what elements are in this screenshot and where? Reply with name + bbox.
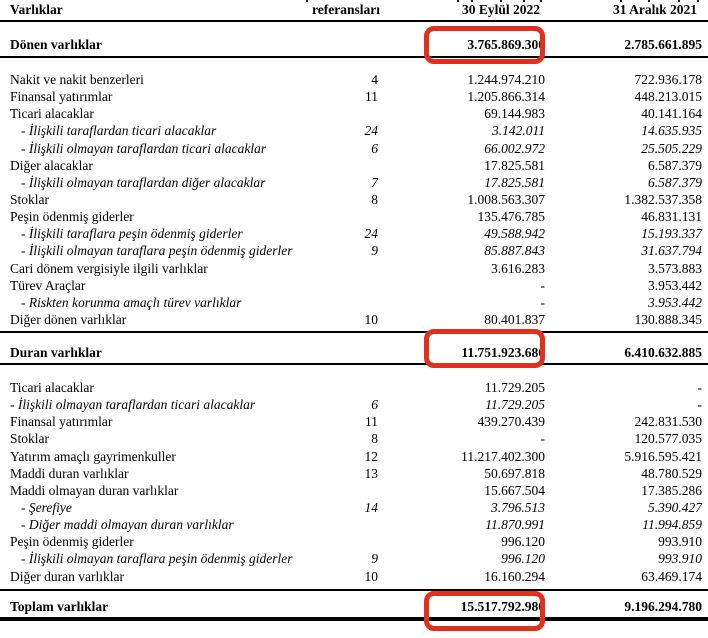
- row-value-2021: 242.831.530: [634, 414, 702, 430]
- table-row: [0, 533, 708, 550]
- row-label: - Riskten korunma amaçlı türev varlıklar: [21, 294, 242, 310]
- row-value-2022: 439.270.439: [477, 414, 545, 430]
- row-reference: 14: [364, 499, 378, 515]
- row-reference: 9: [371, 243, 378, 259]
- total-assets-row: [0, 599, 708, 615]
- row-reference: 12: [364, 448, 378, 464]
- row-reference: [312, 294, 378, 311]
- row-value-2021: 5.916.595.421: [624, 448, 702, 464]
- row-value-2022: 11.729.205: [484, 380, 545, 395]
- total-value-2021: 9.196.294.780: [624, 599, 702, 614]
- row-value-2022: 996.120: [501, 534, 545, 550]
- row-value-2021: 3.573.883: [648, 260, 702, 276]
- table-header-row: [0, 2, 708, 18]
- row-value-2022: 11.729.205: [485, 397, 545, 413]
- row-reference: [312, 260, 378, 277]
- row-value-2022: 49.588.942: [484, 226, 545, 242]
- column-header-assets: Varlıklar: [10, 2, 63, 17]
- row-reference: 24: [364, 226, 378, 242]
- column-header-date-2022: 30 Eylül 2022: [461, 2, 540, 17]
- row-value-2022: 50.697.818: [484, 465, 545, 481]
- row-value-2022: 1.244.974.210: [467, 72, 545, 87]
- row-value-2022: 80.401.837: [484, 311, 545, 327]
- row-label: Finansal yatırımlar: [10, 414, 113, 430]
- table-row: [0, 260, 708, 277]
- table-row: [0, 208, 708, 225]
- row-value-2021: 46.831.131: [641, 209, 702, 225]
- row-value-2022: -: [540, 277, 545, 293]
- row-value-2021: 448.213.015: [634, 89, 702, 105]
- row-label: Diğer alacaklar: [10, 157, 93, 173]
- table-row: [0, 242, 708, 259]
- row-label: Maddi duran varlıklar: [10, 465, 129, 481]
- bottom-rule-thick: [0, 617, 708, 621]
- row-value-2022: 11.217.402.300: [461, 448, 545, 464]
- header-divider-line: [0, 20, 708, 22]
- row-label: - İlişkili olmayan taraflardan diğer alacaklar: [21, 174, 266, 190]
- row-reference: [312, 157, 378, 174]
- row-value-2021: 1.382.537.358: [624, 191, 702, 207]
- table-row: [0, 516, 708, 533]
- row-reference: 10: [364, 311, 378, 327]
- row-reference: 11: [365, 414, 378, 430]
- section-divider-line: [0, 331, 708, 333]
- table-row: [0, 174, 708, 191]
- row-value-2021: 17.385.286: [641, 482, 702, 498]
- row-label: Stoklar: [10, 191, 49, 207]
- row-label: - Diğer maddi olmayan duran varlıklar: [21, 517, 234, 533]
- row-reference: [312, 277, 378, 294]
- row-value-2022: 135.476.785: [477, 209, 545, 225]
- row-label: - Şerefiye: [21, 499, 72, 515]
- row-reference: 8: [371, 431, 378, 447]
- row-reference: 13: [364, 465, 378, 481]
- row-reference: 9: [371, 551, 378, 567]
- total-divider-line: [0, 589, 708, 591]
- row-reference: 7: [371, 174, 378, 190]
- row-reference: 6: [371, 140, 378, 156]
- table-row: [0, 448, 708, 465]
- row-value-2022: 11.870.991: [485, 517, 545, 533]
- row-reference: 24: [364, 123, 378, 139]
- row-value-2021: 48.780.529: [641, 465, 702, 481]
- row-reference: [312, 482, 378, 499]
- noncurrent-assets-rows: [0, 379, 708, 585]
- row-value-2022: 3.616.283: [491, 260, 545, 276]
- row-value-2021: 993.910: [658, 534, 702, 550]
- row-value-2021: 722.936.178: [634, 72, 702, 87]
- row-value-2021: 6.587.379: [648, 174, 702, 190]
- row-value-2022: 85.887.843: [484, 243, 545, 259]
- row-value-2021: 63.469.174: [641, 568, 702, 584]
- table-row: [0, 157, 708, 174]
- table-row: [0, 499, 708, 516]
- row-reference: [312, 379, 378, 396]
- row-value-2022: 15.667.504: [484, 482, 545, 498]
- row-label: Yatırım amaçlı gayrimenkuller: [10, 448, 176, 464]
- row-label: - İlişkili olmayan taraflardan ticari alacaklar: [21, 140, 267, 156]
- row-label: - İlişkili olmayan taraflara peşin ödenmiş giderler: [21, 243, 293, 259]
- row-value-2022: 1.008.563.307: [467, 191, 545, 207]
- row-value-2022: -: [540, 294, 545, 310]
- table-row: [0, 191, 708, 208]
- table-row: [0, 122, 708, 139]
- section-header-current-assets: [0, 37, 708, 53]
- row-value-2021: 120.577.035: [634, 431, 702, 447]
- column-header-date-2021: 31 Aralık 2021: [612, 2, 697, 17]
- row-reference: [312, 533, 378, 550]
- table-row: [0, 277, 708, 294]
- current-assets-rows: [0, 71, 708, 328]
- row-label: Stoklar: [10, 431, 49, 447]
- row-reference: 10: [364, 568, 378, 584]
- total-label: Toplam varlıklar: [10, 599, 109, 614]
- table-row: [0, 311, 708, 328]
- table-row: [0, 140, 708, 157]
- row-value-2021: 3.953.442: [648, 277, 702, 293]
- row-label: Cari dönem vergisiyle ilgili varlıklar: [10, 260, 208, 276]
- row-value-2022: 16.160.294: [484, 568, 545, 584]
- table-row: [0, 568, 708, 585]
- table-row: [0, 379, 708, 396]
- table-row: [0, 294, 708, 311]
- row-value-2022: 69.144.983: [484, 106, 545, 122]
- row-value-2021: 130.888.345: [634, 311, 702, 327]
- row-value-2021: 25.505.229: [641, 140, 702, 156]
- row-reference: [312, 105, 378, 122]
- row-value-2022: 1.205.866.314: [467, 89, 545, 105]
- row-value-2021: 15.193.337: [641, 226, 702, 242]
- table-row: [0, 71, 708, 88]
- section-header-noncurrent-assets: [0, 345, 708, 361]
- row-value-2022: 17.825.581: [484, 157, 545, 173]
- row-label: Peşin ödenmiş giderler: [10, 534, 134, 550]
- row-label: - İlişkili taraflardan ticari alacaklar: [21, 123, 217, 139]
- row-label: Ticari alacaklar: [10, 106, 94, 122]
- row-value-2021: 31.637.794: [641, 243, 702, 259]
- section-total-2021: 2.785.661.895: [624, 37, 702, 52]
- row-label: Türev Araçlar: [10, 277, 86, 293]
- row-value-2022: 996.120: [501, 551, 545, 567]
- row-reference: [312, 208, 378, 225]
- row-value-2021: -: [697, 397, 702, 413]
- table-row: [0, 430, 708, 447]
- table-row: [0, 482, 708, 499]
- row-label: - İlişkili olmayan taraflara peşin ödenmiş giderler: [21, 551, 293, 567]
- section-divider-line: [0, 56, 708, 58]
- section-total-2022: 11.751.923.680: [461, 345, 545, 360]
- row-value-2021: 40.141.164: [641, 106, 702, 122]
- table-row: [0, 225, 708, 242]
- row-value-2021: 3.953.442: [648, 294, 702, 310]
- table-row: [0, 465, 708, 482]
- table-row: [0, 105, 708, 122]
- row-value-2022: 66.002.972: [484, 140, 545, 156]
- table-row: [0, 88, 708, 105]
- section-label: Dönen varlıklar: [10, 37, 102, 52]
- section-label: Duran varlıklar: [10, 345, 102, 360]
- row-reference: 11: [365, 89, 378, 105]
- row-value-2021: 14.635.935: [641, 123, 702, 139]
- row-label: Maddi olmayan duran varlıklar: [10, 482, 179, 498]
- row-value-2021: 11.994.859: [642, 517, 702, 533]
- row-value-2021: 993.910: [658, 551, 702, 567]
- row-value-2022: 3.142.011: [492, 123, 545, 139]
- row-label: Ticari alacaklar: [10, 380, 94, 395]
- column-header-references: referansları: [312, 2, 380, 17]
- section-divider-line: [0, 363, 708, 365]
- section-total-2021: 6.410.632.885: [624, 345, 702, 360]
- row-value-2021: 5.390.427: [648, 499, 702, 515]
- row-value-2021: 6.587.379: [648, 157, 702, 173]
- row-label: - İlişkili olmayan taraflardan ticari alacaklar: [10, 397, 256, 413]
- row-label: Nakit ve nakit benzerleri: [10, 72, 144, 87]
- row-label: Peşin ödenmiş giderler: [10, 209, 134, 225]
- row-reference: 4: [371, 72, 378, 87]
- row-reference: 6: [371, 397, 378, 413]
- table-row: [0, 396, 708, 413]
- section-total-2022: 3.765.869.300: [467, 37, 545, 52]
- row-value-2022: 3.796.513: [491, 499, 545, 515]
- row-reference: [312, 516, 378, 533]
- row-label: Diğer dönen varlıklar: [10, 311, 127, 327]
- row-reference: 8: [371, 191, 378, 207]
- row-value-2022: 17.825.581: [484, 174, 545, 190]
- row-label: Diğer duran varlıklar: [10, 568, 124, 584]
- row-label: - İlişkili taraflara peşin ödenmiş giderler: [21, 226, 243, 242]
- row-value-2021: -: [697, 380, 702, 395]
- row-value-2022: -: [540, 431, 545, 447]
- total-value-2022: 15.517.792.980: [460, 599, 545, 614]
- table-row: [0, 413, 708, 430]
- table-row: [0, 550, 708, 567]
- row-label: Finansal yatırımlar: [10, 89, 113, 105]
